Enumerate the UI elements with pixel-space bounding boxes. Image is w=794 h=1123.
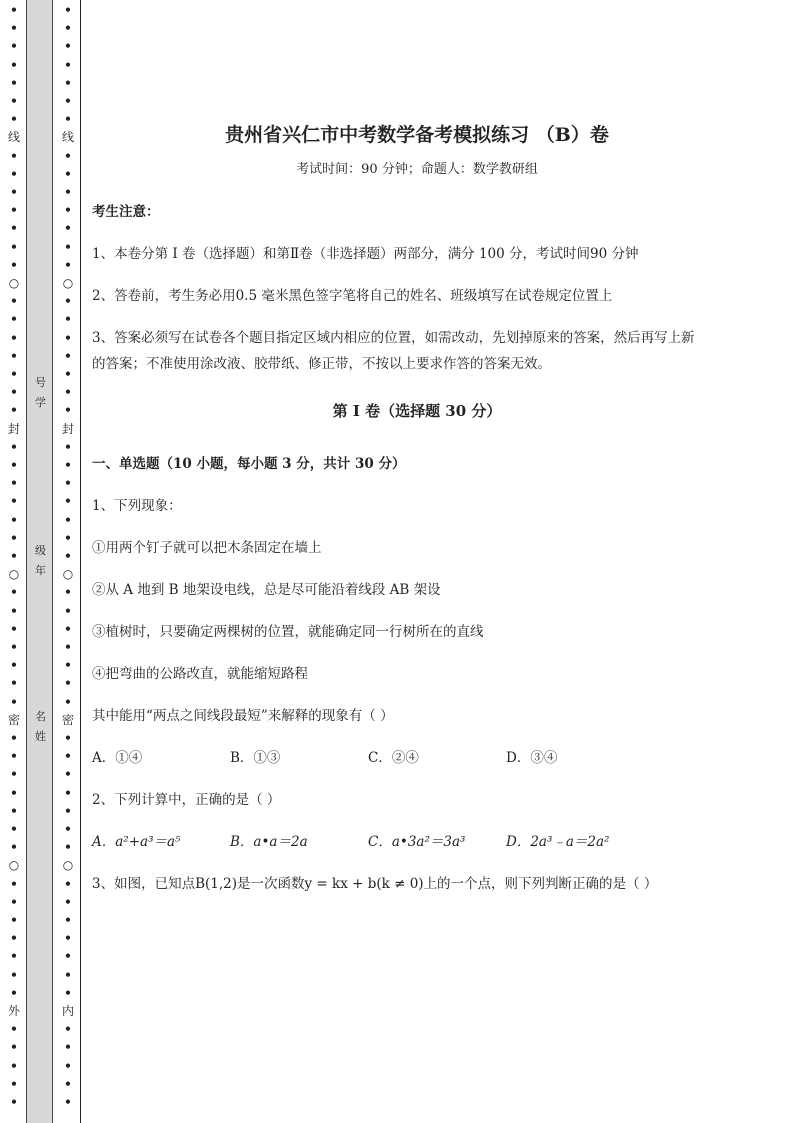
notice-item-2: 2、答卷前，考生务必用0.5 毫米黑色签字笔将自己的姓名、班级填写在试卷规定位置上 bbox=[92, 288, 613, 304]
margin-dot: • bbox=[64, 876, 72, 891]
margin-seal-char: 密 bbox=[61, 712, 74, 727]
margin-dot: • bbox=[64, 39, 72, 54]
margin-dot: • bbox=[10, 3, 18, 17]
margin-dot: • bbox=[10, 640, 18, 654]
margin-circle: ○ bbox=[8, 276, 20, 290]
margin-dot: • bbox=[64, 694, 72, 709]
margin-dot: • bbox=[64, 348, 72, 363]
margin-dot: • bbox=[10, 913, 18, 927]
margin-dot: • bbox=[10, 385, 18, 400]
margin-dot: • bbox=[10, 694, 18, 709]
margin-dot: • bbox=[64, 203, 72, 218]
margin-dot: • bbox=[10, 330, 18, 345]
margin-dot: • bbox=[64, 913, 72, 927]
margin-dot: • bbox=[10, 931, 18, 946]
grade-label-1: 级 bbox=[35, 544, 46, 557]
margin-dot: • bbox=[10, 785, 18, 800]
grade-label-2: 年 bbox=[35, 564, 46, 577]
margin-dot: • bbox=[64, 931, 72, 946]
margin-seal-char: 密 bbox=[7, 712, 20, 727]
margin-dot: • bbox=[10, 57, 18, 72]
margin-dot: • bbox=[64, 621, 72, 636]
margin-dot: • bbox=[10, 803, 18, 818]
margin-dot: • bbox=[10, 876, 18, 891]
margin-dot: • bbox=[10, 185, 18, 199]
margin-dot: • bbox=[64, 312, 72, 327]
margin-dot: • bbox=[64, 967, 72, 982]
notice-item-3: 3、答案必须写在试卷各个题目指定区域内相应的位置，如需改动，先划掉原来的答案，然后再写上新 bbox=[92, 330, 695, 346]
notice-heading: 考生注意： bbox=[92, 204, 160, 220]
margin-circle: ○ bbox=[62, 858, 74, 873]
binding-margin-outer bbox=[4, 0, 24, 1123]
margin-dot: • bbox=[10, 822, 18, 836]
margin-dot: • bbox=[10, 148, 18, 163]
margin-dot: • bbox=[64, 166, 72, 181]
student-id-label-1: 号 bbox=[35, 376, 46, 389]
margin-dot: • bbox=[64, 75, 72, 90]
q2-option-d[interactable]: D．2a³﹣a＝2a² bbox=[506, 834, 610, 850]
q1-item-3: ③植树时，只要确定两棵树的位置，就能确定同一行树所在的直线 bbox=[92, 624, 484, 640]
margin-seal-char: 线 bbox=[61, 130, 74, 145]
margin-dot: • bbox=[10, 1058, 18, 1073]
name-label-1: 名 bbox=[35, 710, 46, 723]
margin-dot: • bbox=[10, 494, 18, 509]
margin-circle: ○ bbox=[62, 276, 74, 290]
margin-dot: • bbox=[10, 840, 18, 855]
notice-item-3-cont: 的答案；不准使用涂改液、胶带纸、修正带，不按以上要求作答的答案无效。 bbox=[92, 356, 551, 372]
margin-dot: • bbox=[64, 458, 72, 472]
margin-dot: • bbox=[64, 985, 72, 1000]
margin-dot: • bbox=[64, 530, 72, 545]
q2-stem: 2、下列计算中，正确的是（ ） bbox=[92, 792, 281, 808]
margin-circle: ○ bbox=[8, 567, 20, 582]
margin-dot: • bbox=[10, 367, 18, 381]
margin-dot: • bbox=[10, 39, 18, 54]
margin-dot: • bbox=[64, 894, 72, 909]
margin-dot: • bbox=[10, 894, 18, 909]
q1-item-4: ④把弯曲的公路改直，就能缩短路程 bbox=[92, 666, 308, 682]
page-subtitle: 考试时间：90 分钟；命题人：数学教研组 bbox=[296, 162, 538, 177]
margin-dot: • bbox=[64, 585, 72, 600]
margin-dot: • bbox=[64, 512, 72, 527]
margin-dot: • bbox=[10, 75, 18, 90]
margin-dot: • bbox=[64, 21, 72, 36]
margin-dot: • bbox=[64, 603, 72, 618]
margin-divider bbox=[80, 0, 81, 1123]
margin-dot: • bbox=[10, 294, 18, 309]
margin-dot: • bbox=[64, 1076, 72, 1091]
margin-dot: • bbox=[64, 785, 72, 800]
q1-option-d[interactable]: D．③④ bbox=[506, 750, 558, 766]
margin-dot: • bbox=[64, 1095, 72, 1109]
margin-dot: • bbox=[64, 767, 72, 782]
margin-dot: • bbox=[10, 585, 18, 600]
margin-dot: • bbox=[64, 822, 72, 836]
margin-dot: • bbox=[10, 1022, 18, 1037]
margin-dot: • bbox=[10, 621, 18, 636]
margin-dot: • bbox=[10, 767, 18, 782]
margin-dot: • bbox=[64, 1040, 72, 1055]
margin-dot: • bbox=[10, 676, 18, 691]
margin-dot: • bbox=[10, 603, 18, 618]
margin-dot: • bbox=[10, 458, 18, 472]
margin-dot: • bbox=[64, 549, 72, 563]
margin-dot: • bbox=[10, 348, 18, 363]
margin-dot: • bbox=[64, 658, 72, 673]
notice-item-1: 1、本卷分第 I 卷（选择题）和第Ⅱ卷（非选择题）两部分，满分 100 分，考试时间90 分钟 bbox=[92, 246, 639, 262]
margin-seal-char: 外 bbox=[7, 1004, 20, 1018]
margin-dot: • bbox=[64, 949, 72, 964]
margin-dot: • bbox=[10, 257, 18, 272]
q1-option-a[interactable]: A．①④ bbox=[92, 750, 143, 766]
margin-dot: • bbox=[64, 439, 72, 454]
q1-options bbox=[92, 746, 644, 766]
margin-dot: • bbox=[64, 330, 72, 345]
margin-dot: • bbox=[10, 731, 18, 745]
q1-question: 其中能用“两点之间线段最短”来解释的现象有（ ） bbox=[92, 708, 394, 724]
margin-dot: • bbox=[10, 530, 18, 545]
margin-dot: • bbox=[64, 1022, 72, 1037]
margin-dot: • bbox=[10, 239, 18, 254]
margin-dot: • bbox=[10, 439, 18, 454]
margin-dot: • bbox=[64, 803, 72, 818]
part1-title: 第 I 卷（选择题 30 分） bbox=[332, 402, 502, 420]
q2-options bbox=[92, 830, 644, 850]
margin-circle: ○ bbox=[8, 858, 20, 873]
margin-dot: • bbox=[10, 403, 18, 418]
margin-dot: • bbox=[64, 294, 72, 309]
margin-dot: • bbox=[64, 3, 72, 17]
margin-dot: • bbox=[64, 385, 72, 400]
q1-option-b[interactable]: B．①③ bbox=[230, 750, 281, 766]
margin-dot: • bbox=[64, 1058, 72, 1073]
margin-dot: • bbox=[64, 57, 72, 72]
margin-dot: • bbox=[10, 94, 18, 108]
q2-option-a[interactable]: A．a²+a³＝a⁵ bbox=[92, 834, 181, 850]
margin-dot: • bbox=[10, 949, 18, 964]
margin-seal-char: 封 bbox=[7, 421, 20, 436]
margin-dot: • bbox=[10, 749, 18, 764]
margin-dot: • bbox=[64, 676, 72, 691]
margin-dot: • bbox=[10, 112, 18, 127]
margin-seal-char: 内 bbox=[61, 1004, 74, 1018]
page-title: 贵州省兴仁市中考数学备考模拟练习 （B）卷 bbox=[225, 124, 609, 146]
q3-stem: 3、如图，已知点B(1,2)是一次函数y = kx + b(k ≠ 0)上的一个点，则下列判断正确的是（ ） bbox=[92, 876, 658, 892]
q1-item-1: ①用两个钉子就可以把木条固定在墙上 bbox=[92, 540, 322, 556]
section-heading: 一、单选题（10 小题，每小题 3 分，共计 30 分） bbox=[92, 456, 406, 472]
margin-dot: • bbox=[64, 94, 72, 108]
q2-option-c[interactable]: C．a•3a²＝3a³ bbox=[368, 834, 466, 850]
margin-seal-char: 封 bbox=[61, 421, 74, 436]
margin-dot: • bbox=[64, 731, 72, 745]
margin-dot: • bbox=[10, 1076, 18, 1091]
margin-dot: • bbox=[64, 185, 72, 199]
binding-margin-inner bbox=[58, 0, 78, 1123]
margin-dot: • bbox=[10, 312, 18, 327]
margin-dot: • bbox=[10, 985, 18, 1000]
margin-dot: • bbox=[10, 203, 18, 218]
margin-dot: • bbox=[10, 967, 18, 982]
q1-option-c[interactable]: C．②④ bbox=[368, 750, 419, 766]
margin-dot: • bbox=[10, 549, 18, 563]
q1-item-2: ②从 A 地到 B 地架设电线，总是尽可能沿着线段 AB 架设 bbox=[92, 582, 441, 598]
margin-dot: • bbox=[64, 221, 72, 236]
margin-dot: • bbox=[64, 494, 72, 509]
margin-circle: ○ bbox=[62, 567, 74, 582]
margin-dot: • bbox=[64, 840, 72, 855]
margin-dot: • bbox=[64, 749, 72, 764]
margin-dot: • bbox=[64, 476, 72, 491]
margin-dot: • bbox=[10, 476, 18, 491]
margin-dot: • bbox=[64, 640, 72, 654]
margin-dot: • bbox=[10, 1095, 18, 1109]
margin-dot: • bbox=[10, 166, 18, 181]
margin-dot: • bbox=[10, 512, 18, 527]
margin-dot: • bbox=[10, 21, 18, 36]
margin-dot: • bbox=[10, 658, 18, 673]
margin-dot: • bbox=[10, 221, 18, 236]
margin-dot: • bbox=[64, 239, 72, 254]
margin-seal-char: 线 bbox=[7, 130, 20, 145]
student-info-strip bbox=[26, 0, 53, 1123]
name-label-2: 姓 bbox=[35, 730, 46, 743]
margin-dot: • bbox=[64, 367, 72, 381]
student-id-label-2: 学 bbox=[35, 396, 46, 409]
q2-option-b[interactable]: B．a•a＝2a bbox=[230, 834, 308, 850]
q1-stem: 1、下列现象： bbox=[92, 498, 182, 514]
margin-dot: • bbox=[64, 112, 72, 127]
margin-dot: • bbox=[64, 257, 72, 272]
margin-dot: • bbox=[64, 403, 72, 418]
margin-dot: • bbox=[64, 148, 72, 163]
margin-dot: • bbox=[10, 1040, 18, 1055]
